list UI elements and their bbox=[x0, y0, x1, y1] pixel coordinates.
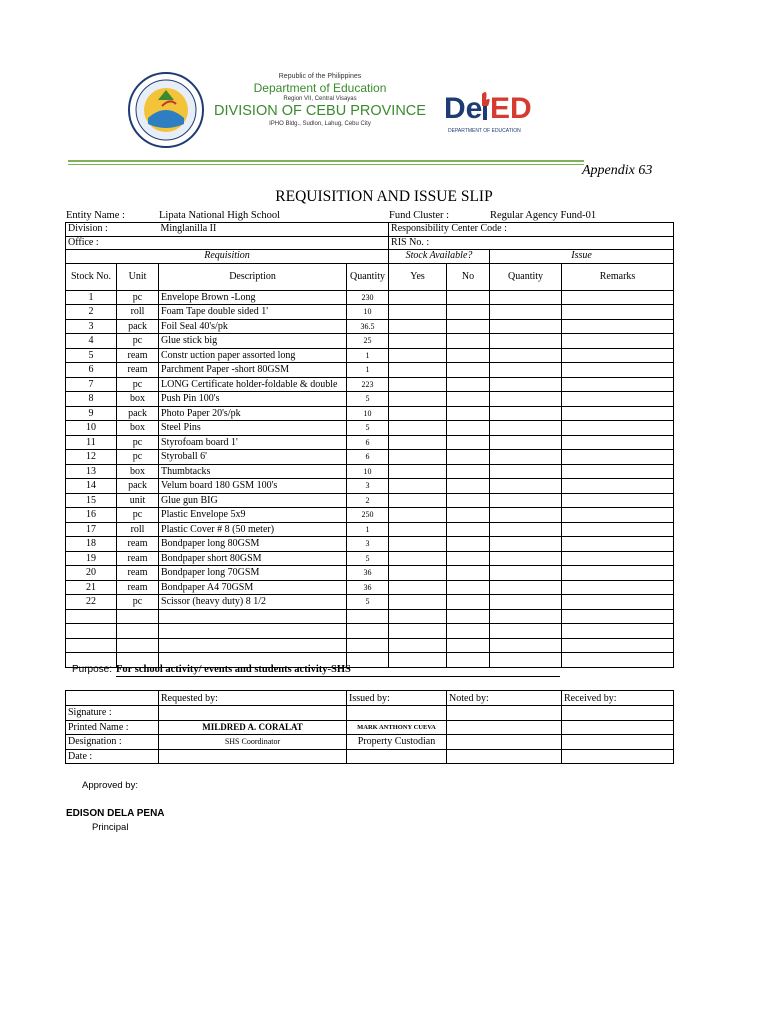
appendix-label: Appendix 63 bbox=[582, 163, 653, 178]
requester-designation: SHS Coordinator bbox=[159, 735, 347, 750]
no-cell bbox=[447, 479, 490, 494]
svg-text:De: De bbox=[444, 92, 483, 125]
quantity-cell: 1 bbox=[347, 363, 389, 378]
issue-quantity-cell bbox=[490, 580, 562, 595]
remarks-cell bbox=[562, 479, 674, 494]
issued-by-label: Issued by: bbox=[347, 691, 447, 706]
unit-cell: pack bbox=[117, 319, 159, 334]
remarks-cell bbox=[562, 624, 674, 639]
yes-cell bbox=[389, 319, 447, 334]
unit-cell: ream bbox=[117, 348, 159, 363]
no-cell bbox=[447, 580, 490, 595]
description-cell bbox=[159, 609, 347, 624]
stock-no-cell: 7 bbox=[66, 377, 117, 392]
quantity-cell: 5 bbox=[347, 392, 389, 407]
received-by-label: Received by: bbox=[562, 691, 674, 706]
header-quantity: Quantity bbox=[347, 263, 389, 290]
table-row bbox=[66, 348, 674, 363]
table-row bbox=[66, 551, 674, 566]
header-rule bbox=[68, 160, 584, 162]
quantity-cell bbox=[347, 609, 389, 624]
quantity-cell: 5 bbox=[347, 551, 389, 566]
yes-cell bbox=[389, 348, 447, 363]
quantity-cell: 250 bbox=[347, 508, 389, 523]
no-cell bbox=[447, 450, 490, 465]
no-cell bbox=[447, 464, 490, 479]
remarks-cell bbox=[562, 450, 674, 465]
purpose-label: Purpose: bbox=[72, 664, 113, 675]
division-text: DIVISION OF CEBU PROVINCE bbox=[214, 103, 426, 119]
no-cell bbox=[447, 363, 490, 378]
stock-no-cell: 21 bbox=[66, 580, 117, 595]
table-row bbox=[66, 464, 674, 479]
remarks-cell bbox=[562, 435, 674, 450]
purpose-text: For school activity/ events and students activity-SHS bbox=[116, 663, 560, 677]
stock-no-cell: 1 bbox=[66, 290, 117, 305]
unit-cell bbox=[117, 638, 159, 653]
header-stock-no: Stock No. bbox=[66, 263, 117, 290]
remarks-cell bbox=[562, 653, 674, 668]
header-rule-thin bbox=[68, 164, 584, 165]
quantity-cell: 36 bbox=[347, 566, 389, 581]
stock-no-cell: 4 bbox=[66, 334, 117, 349]
table-row bbox=[66, 450, 674, 465]
remarks-cell bbox=[562, 580, 674, 595]
quantity-cell: 25 bbox=[347, 334, 389, 349]
description-cell: Glue gun BIG bbox=[159, 493, 347, 508]
remarks-cell bbox=[562, 566, 674, 581]
remarks-cell bbox=[562, 290, 674, 305]
issue-quantity-cell bbox=[490, 363, 562, 378]
svg-text:ED: ED bbox=[490, 92, 532, 125]
quantity-cell: 10 bbox=[347, 464, 389, 479]
remarks-cell bbox=[562, 406, 674, 421]
remarks-cell bbox=[562, 609, 674, 624]
designation-label: Designation : bbox=[66, 735, 159, 750]
stock-no-cell: 11 bbox=[66, 435, 117, 450]
yes-cell bbox=[389, 508, 447, 523]
quantity-cell: 223 bbox=[347, 377, 389, 392]
quantity-cell: 2 bbox=[347, 493, 389, 508]
header-description: Description bbox=[159, 263, 347, 290]
description-cell: Parchment Paper -short 80GSM bbox=[159, 363, 347, 378]
description-cell: Bondpaper long 80GSM bbox=[159, 537, 347, 552]
stock-no-cell: 19 bbox=[66, 551, 117, 566]
yes-cell bbox=[389, 450, 447, 465]
approved-by-label: Approved by: bbox=[82, 780, 138, 791]
no-cell bbox=[447, 609, 490, 624]
issue-quantity-cell bbox=[490, 377, 562, 392]
stock-no-cell: 22 bbox=[66, 595, 117, 610]
yes-cell bbox=[389, 421, 447, 436]
remarks-cell bbox=[562, 363, 674, 378]
remarks-cell bbox=[562, 522, 674, 537]
remarks-cell bbox=[562, 595, 674, 610]
table-row bbox=[66, 508, 674, 523]
unit-cell: box bbox=[117, 392, 159, 407]
unit-cell: pc bbox=[117, 435, 159, 450]
table-row bbox=[66, 580, 674, 595]
issue-quantity-cell bbox=[490, 479, 562, 494]
quantity-cell: 10 bbox=[347, 305, 389, 320]
ris-label: RIS No. : bbox=[389, 236, 674, 250]
issue-quantity-cell bbox=[490, 348, 562, 363]
table-row bbox=[66, 595, 674, 610]
remarks-cell bbox=[562, 508, 674, 523]
no-cell bbox=[447, 392, 490, 407]
table-row bbox=[66, 522, 674, 537]
remarks-cell bbox=[562, 551, 674, 566]
stock-no-cell: 17 bbox=[66, 522, 117, 537]
stock-no-cell: 18 bbox=[66, 537, 117, 552]
issue-quantity-cell bbox=[490, 595, 562, 610]
unit-cell: box bbox=[117, 464, 159, 479]
no-cell bbox=[447, 566, 490, 581]
section-requisition: Requisition bbox=[66, 250, 389, 264]
yes-cell bbox=[389, 290, 447, 305]
stock-no-cell bbox=[66, 609, 117, 624]
description-cell: Bondpaper short 80GSM bbox=[159, 551, 347, 566]
signature-label: Signature : bbox=[66, 706, 159, 721]
department-text: Department of Education bbox=[253, 81, 387, 95]
requisition-table bbox=[65, 222, 674, 668]
issue-quantity-cell bbox=[490, 421, 562, 436]
unit-cell: unit bbox=[117, 493, 159, 508]
quantity-cell: 1 bbox=[347, 348, 389, 363]
no-cell bbox=[447, 435, 490, 450]
description-cell: Bondpaper long 70GSM bbox=[159, 566, 347, 581]
unit-cell: ream bbox=[117, 537, 159, 552]
no-cell bbox=[447, 348, 490, 363]
description-cell: Scissor (heavy duty) 8 1/2 bbox=[159, 595, 347, 610]
table-header-row bbox=[66, 263, 674, 290]
division-seal-logo bbox=[128, 72, 204, 148]
yes-cell bbox=[389, 638, 447, 653]
remarks-cell bbox=[562, 464, 674, 479]
description-cell: Styroball 6' bbox=[159, 450, 347, 465]
unit-cell: pc bbox=[117, 595, 159, 610]
no-cell bbox=[447, 406, 490, 421]
table-row bbox=[66, 363, 674, 378]
yes-cell bbox=[389, 479, 447, 494]
quantity-cell bbox=[347, 638, 389, 653]
unit-cell: pc bbox=[117, 290, 159, 305]
no-cell bbox=[447, 522, 490, 537]
description-cell: Styrofoam board 1' bbox=[159, 435, 347, 450]
quantity-cell bbox=[347, 624, 389, 639]
quantity-cell: 6 bbox=[347, 435, 389, 450]
issue-quantity-cell bbox=[490, 319, 562, 334]
table-row bbox=[66, 406, 674, 421]
quantity-cell: 5 bbox=[347, 595, 389, 610]
unit-cell bbox=[117, 609, 159, 624]
svg-text:DEPARTMENT OF EDUCATION: DEPARTMENT OF EDUCATION bbox=[448, 128, 521, 134]
remarks-cell bbox=[562, 392, 674, 407]
unit-cell: pc bbox=[117, 334, 159, 349]
unit-cell: pc bbox=[117, 508, 159, 523]
quantity-cell: 6 bbox=[347, 450, 389, 465]
unit-cell: pack bbox=[117, 479, 159, 494]
remarks-cell bbox=[562, 305, 674, 320]
issue-quantity-cell bbox=[490, 508, 562, 523]
quantity-cell: 230 bbox=[347, 290, 389, 305]
fund-label: Fund Cluster : bbox=[389, 210, 450, 221]
section-stock-available: Stock Available? bbox=[389, 250, 490, 264]
unit-cell: roll bbox=[117, 305, 159, 320]
description-cell: Glue stick big bbox=[159, 334, 347, 349]
entity-label: Entity Name : bbox=[66, 210, 125, 221]
issuer-name: MARK ANTHONY CUEVA bbox=[347, 720, 447, 735]
noted-by-label: Noted by: bbox=[447, 691, 562, 706]
issue-quantity-cell bbox=[490, 566, 562, 581]
requester-name: MILDRED A. CORALAT bbox=[159, 720, 347, 735]
no-cell bbox=[447, 624, 490, 639]
quantity-cell: 3 bbox=[347, 479, 389, 494]
yes-cell bbox=[389, 624, 447, 639]
remarks-cell bbox=[562, 537, 674, 552]
issue-quantity-cell bbox=[490, 435, 562, 450]
stock-no-cell bbox=[66, 624, 117, 639]
header-yes: Yes bbox=[389, 263, 447, 290]
no-cell bbox=[447, 508, 490, 523]
stock-no-cell: 12 bbox=[66, 450, 117, 465]
unit-cell: pc bbox=[117, 450, 159, 465]
unit-cell: pack bbox=[117, 406, 159, 421]
stock-no-cell: 3 bbox=[66, 319, 117, 334]
entity-value: Lipata National High School bbox=[159, 210, 281, 221]
fund-value: Regular Agency Fund-01 bbox=[490, 210, 597, 221]
printed-name-label: Printed Name : bbox=[66, 720, 159, 735]
description-cell: Foam Tape double sided 1' bbox=[159, 305, 347, 320]
yes-cell bbox=[389, 406, 447, 421]
issue-quantity-cell bbox=[490, 537, 562, 552]
remarks-cell bbox=[562, 348, 674, 363]
table-row bbox=[66, 377, 674, 392]
no-cell bbox=[447, 537, 490, 552]
unit-cell: pc bbox=[117, 377, 159, 392]
yes-cell bbox=[389, 566, 447, 581]
table-row bbox=[66, 609, 674, 624]
date-label: Date : bbox=[66, 749, 159, 764]
description-cell: Photo Paper 20's/pk bbox=[159, 406, 347, 421]
unit-cell: roll bbox=[117, 522, 159, 537]
table-row bbox=[66, 421, 674, 436]
no-cell bbox=[447, 493, 490, 508]
description-cell: Plastic Envelope 5x9 bbox=[159, 508, 347, 523]
republic-text: Republic of the Philippines bbox=[278, 73, 362, 80]
division-value: Minglanilla II bbox=[159, 223, 389, 237]
header-unit: Unit bbox=[117, 263, 159, 290]
description-cell: Plastic Cover # 8 (50 meter) bbox=[159, 522, 347, 537]
issue-quantity-cell bbox=[490, 334, 562, 349]
unit-cell: ream bbox=[117, 363, 159, 378]
rcc-label: Responsibility Center Code : bbox=[389, 223, 674, 237]
yes-cell bbox=[389, 377, 447, 392]
quantity-cell: 10 bbox=[347, 406, 389, 421]
table-row bbox=[66, 334, 674, 349]
description-cell: Envelope Brown -Long bbox=[159, 290, 347, 305]
no-cell bbox=[447, 551, 490, 566]
issue-quantity-cell bbox=[490, 290, 562, 305]
quantity-cell: 36 bbox=[347, 580, 389, 595]
stock-no-cell: 20 bbox=[66, 566, 117, 581]
yes-cell bbox=[389, 522, 447, 537]
description-cell: Thumbtacks bbox=[159, 464, 347, 479]
header-remarks: Remarks bbox=[562, 263, 674, 290]
table-row bbox=[66, 290, 674, 305]
unit-cell: ream bbox=[117, 566, 159, 581]
remarks-cell bbox=[562, 319, 674, 334]
stock-no-cell: 9 bbox=[66, 406, 117, 421]
table-row bbox=[66, 638, 674, 653]
yes-cell bbox=[389, 363, 447, 378]
issue-quantity-cell bbox=[490, 624, 562, 639]
office-label: Office : bbox=[66, 236, 389, 250]
yes-cell bbox=[389, 305, 447, 320]
issue-quantity-cell bbox=[490, 609, 562, 624]
description-cell: Bondpaper A4 70GSM bbox=[159, 580, 347, 595]
no-cell bbox=[447, 377, 490, 392]
stock-no-cell: 16 bbox=[66, 508, 117, 523]
unit-cell: box bbox=[117, 421, 159, 436]
stock-no-cell: 15 bbox=[66, 493, 117, 508]
yes-cell bbox=[389, 392, 447, 407]
quantity-cell: 3 bbox=[347, 537, 389, 552]
deped-logo bbox=[444, 86, 536, 136]
issue-quantity-cell bbox=[490, 522, 562, 537]
no-cell bbox=[447, 290, 490, 305]
approver-title: Principal bbox=[92, 822, 129, 833]
table-row bbox=[66, 305, 674, 320]
no-cell bbox=[447, 319, 490, 334]
description-cell: Push Pin 100's bbox=[159, 392, 347, 407]
quantity-cell: 5 bbox=[347, 421, 389, 436]
stock-no-cell: 10 bbox=[66, 421, 117, 436]
stock-no-cell bbox=[66, 638, 117, 653]
approver-name: EDISON DELA PENA bbox=[66, 808, 165, 819]
header-no: No bbox=[447, 263, 490, 290]
stock-no-cell: 2 bbox=[66, 305, 117, 320]
stock-no-cell: 14 bbox=[66, 479, 117, 494]
division-label: Division : bbox=[66, 223, 159, 237]
quantity-cell: 1 bbox=[347, 522, 389, 537]
yes-cell bbox=[389, 464, 447, 479]
remarks-cell bbox=[562, 421, 674, 436]
yes-cell bbox=[389, 435, 447, 450]
section-issue: Issue bbox=[490, 250, 674, 264]
remarks-cell bbox=[562, 377, 674, 392]
yes-cell bbox=[389, 551, 447, 566]
issue-quantity-cell bbox=[490, 464, 562, 479]
remarks-cell bbox=[562, 334, 674, 349]
yes-cell bbox=[389, 334, 447, 349]
quantity-cell: 36.5 bbox=[347, 319, 389, 334]
issuer-designation: Property Custodian bbox=[347, 735, 447, 750]
description-cell bbox=[159, 638, 347, 653]
requested-by-label: Requested by: bbox=[159, 691, 347, 706]
table-row bbox=[66, 566, 674, 581]
table-row bbox=[66, 435, 674, 450]
issue-quantity-cell bbox=[490, 406, 562, 421]
description-cell: Constr uction paper assorted long bbox=[159, 348, 347, 363]
no-cell bbox=[447, 334, 490, 349]
table-row bbox=[66, 624, 674, 639]
yes-cell bbox=[389, 493, 447, 508]
unit-cell: ream bbox=[117, 580, 159, 595]
issue-quantity-cell bbox=[490, 392, 562, 407]
yes-cell bbox=[389, 580, 447, 595]
unit-cell: ream bbox=[117, 551, 159, 566]
issue-quantity-cell bbox=[490, 450, 562, 465]
stock-no-cell: 13 bbox=[66, 464, 117, 479]
unit-cell bbox=[117, 624, 159, 639]
address-text: IPHO Bldg., Sudlon, Lahug, Cebu City bbox=[269, 121, 371, 127]
no-cell bbox=[447, 595, 490, 610]
no-cell bbox=[447, 305, 490, 320]
stock-no-cell: 5 bbox=[66, 348, 117, 363]
no-cell bbox=[447, 638, 490, 653]
description-cell bbox=[159, 624, 347, 639]
page-title: REQUISITION AND ISSUE SLIP bbox=[275, 188, 493, 205]
issue-quantity-cell bbox=[490, 305, 562, 320]
stock-no-cell: 6 bbox=[66, 363, 117, 378]
issue-quantity-cell bbox=[490, 638, 562, 653]
issue-quantity-cell bbox=[490, 493, 562, 508]
no-cell bbox=[447, 421, 490, 436]
issue-quantity-cell bbox=[490, 551, 562, 566]
description-cell: Velum board 180 GSM 100's bbox=[159, 479, 347, 494]
table-row bbox=[66, 319, 674, 334]
header-text-block bbox=[210, 72, 430, 128]
table-row bbox=[66, 479, 674, 494]
yes-cell bbox=[389, 609, 447, 624]
table-row bbox=[66, 392, 674, 407]
description-cell: LONG Certificate holder-foldable & double bbox=[159, 377, 347, 392]
table-row bbox=[66, 537, 674, 552]
region-text: Region VII, Central Visayas bbox=[283, 96, 357, 102]
remarks-cell bbox=[562, 493, 674, 508]
signature-table bbox=[65, 690, 674, 764]
header-issue-quantity: Quantity bbox=[490, 263, 562, 290]
remarks-cell bbox=[562, 638, 674, 653]
description-cell: Foil Seal 40's/pk bbox=[159, 319, 347, 334]
stock-no-cell: 8 bbox=[66, 392, 117, 407]
description-cell: Steel Pins bbox=[159, 421, 347, 436]
yes-cell bbox=[389, 537, 447, 552]
table-row bbox=[66, 493, 674, 508]
yes-cell bbox=[389, 595, 447, 610]
